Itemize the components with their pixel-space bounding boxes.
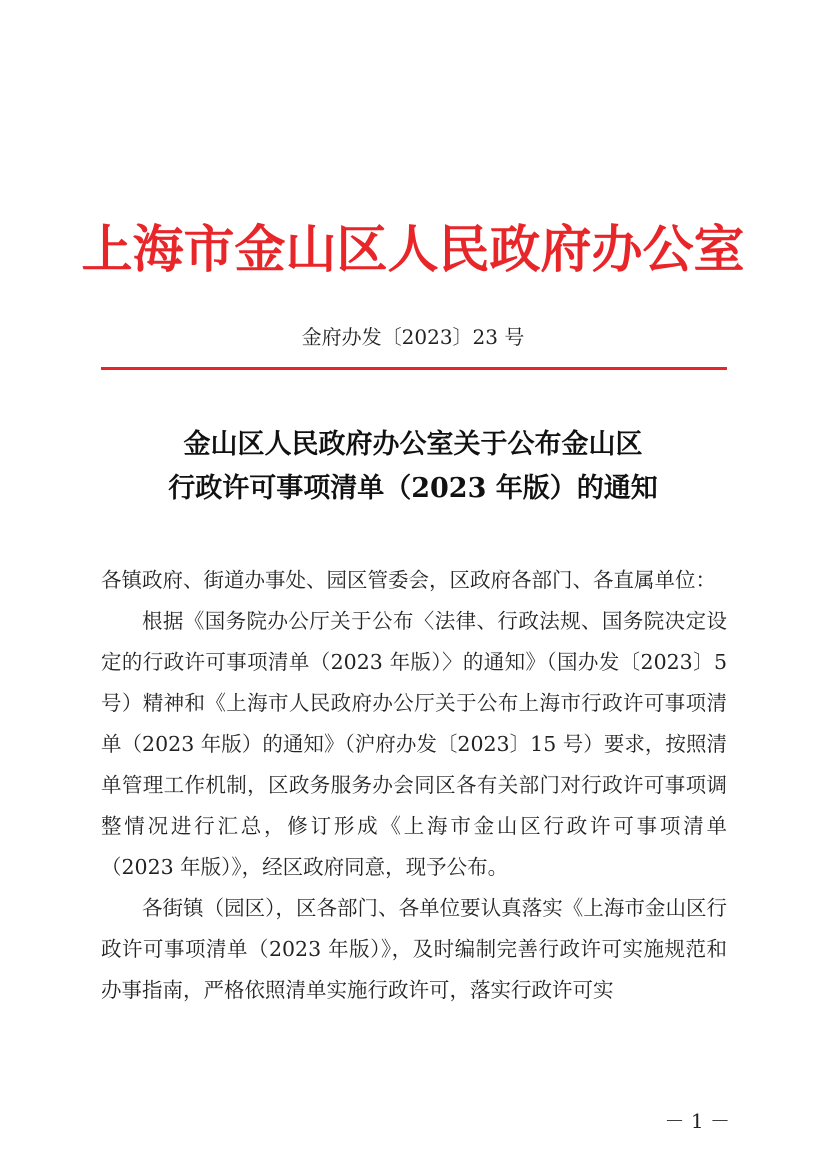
body-paragraph-2: 各街镇（园区），区各部门、各单位要认真落实《上海市金山区行政许可事项清单（2023 年版）》，及时编制完善行政许可实施规范和办事指南，严格依照清单实施行政许可，落实行政许可实 [101,896,727,1002]
issuer-header: 上海市金山区人民政府办公室 [81,220,745,280]
document-title [0,423,826,511]
body-paragraph-1: 根据《国务院办公厅关于公布〈法律、行政法规、国务院决定设定的行政许可事项清单（2023 年版）〉的通知》（国办发〔2023〕5 号）精神和《上海市人民政府办公厅关于公布上海市行政许可事项清单（2023 年版）的通知》（沪府办发〔2023〕15 号）要求，按照清单管理工作机制，区政务服务办会同区各有关部门对行政许可事项调整情况进行汇总，修订形成《上海市金山区行政许可事项清单（2023 年版）》，经区政府同意，现予公布。 [101,609,727,879]
red-divider-line [101,367,727,370]
salutation: 各镇政府、街道办事处、园区管委会，区政府各部门、各直属单位： [101,568,716,592]
document-number: 金府办发〔2023〕23 号 [301,325,525,349]
title-line-2: 行政许可事项清单（2023 年版）的通知 [168,473,658,504]
title-line-1: 金山区人民政府办公室关于公布金山区 [183,429,643,460]
document-body [101,560,727,1011]
page-number: － 1 － [664,1109,730,1133]
